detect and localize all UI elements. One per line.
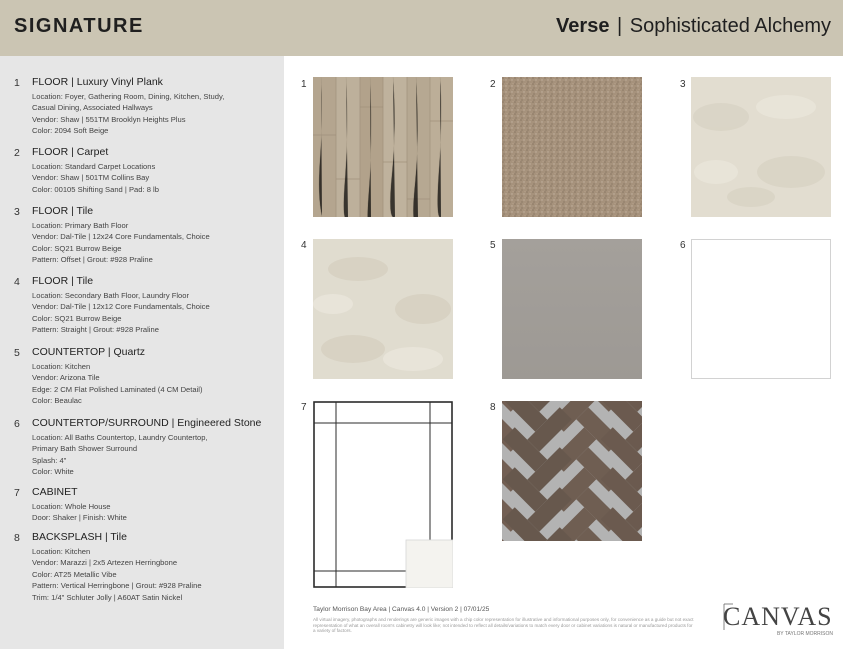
carpet-swatch	[502, 77, 642, 217]
spec-detail-line: Edge: 2 CM Flat Polished Laminated (4 CM Detail)	[32, 384, 203, 394]
brand-title: SIGNATURE	[14, 15, 144, 37]
spec-detail-line: Location: Foyer, Gathering Room, Dining, Kitchen, Study,	[32, 92, 225, 101]
footer-version: Taylor Morrison Bay Area | Canvas 4.0 | Version 2 | 07/01/25	[313, 606, 490, 613]
swatch-number-1: 1	[301, 79, 307, 90]
spec-title: COUNTERTOP/SURROUND | Engineered Stone	[32, 417, 262, 429]
herringbone-backsplash-swatch	[502, 401, 642, 541]
logo-wordmark: CANVAS	[723, 602, 833, 631]
spec-detail-line: Color: 00105 Shifting Sand | Pad: 8 lb	[32, 184, 159, 194]
spec-detail-line: Color: SQ21 Burrow Beige	[32, 313, 122, 323]
spec-number: 1	[14, 77, 20, 89]
spec-title: FLOOR | Tile	[32, 205, 94, 217]
spec-detail-line: Location: Primary Bath Floor	[32, 221, 129, 230]
swatch-number-5: 5	[490, 240, 496, 251]
collection-name: Verse	[556, 15, 610, 37]
spec-details	[32, 432, 278, 478]
page-header	[0, 0, 843, 56]
spec-number: 3	[14, 206, 20, 218]
primary-bath-tile-swatch	[691, 77, 831, 217]
collection-subtitle: Sophisticated Alchemy	[629, 15, 831, 37]
spec-detail-line: Primary Bath Shower Surround	[32, 444, 138, 454]
footer-disclaimer: All virtual imagery, photographs and renderings are generic images with a chip color representation for illustrative and informational purposes only, for convenience as a guide but not exact representation of what an overall room's cabinetry will look like; not intended to reflect all details/variations to match every door or cabinet variations is natural or manufactured products for a variety of factors.	[313, 617, 694, 634]
swatch-number-2: 2	[490, 79, 496, 90]
spec-detail-line: Pattern: Offset | Grout: #928 Praline	[32, 255, 153, 265]
spec-title: FLOOR | Luxury Vinyl Plank	[32, 76, 163, 88]
spec-detail-line: Location: Whole House	[32, 502, 111, 511]
spec-number: 7	[14, 487, 20, 499]
spec-details	[32, 91, 278, 137]
spec-title: COUNTERTOP | Quartz	[32, 346, 146, 358]
spec-number: 8	[14, 532, 20, 544]
spec-detail-line: Casual Dining, Associated Hallways	[32, 103, 153, 113]
spec-title: BACKSPLASH | Tile	[32, 531, 127, 543]
spec-number: 4	[14, 276, 20, 288]
swatch-number-4: 4	[301, 240, 307, 251]
spec-detail-line: Vendor: Shaw | 551TM Brooklyn Heights Plus	[32, 114, 186, 124]
shaker-cabinet-swatch	[313, 401, 453, 588]
spec-details	[32, 290, 278, 336]
spec-detail-line: Location: Secondary Bath Floor, Laundry Floor	[32, 291, 190, 300]
canvas-logo	[723, 600, 835, 640]
spec-detail-line: Location: Standard Carpet Locations	[32, 162, 156, 171]
secondary-bath-tile-swatch	[313, 239, 453, 379]
spec-detail-line: Location: Kitchen	[32, 362, 91, 371]
spec-detail-line: Door: Shaker | Finish: White	[32, 513, 127, 523]
swatch-number-3: 3	[680, 79, 686, 90]
collection-separator: |	[617, 15, 623, 37]
spec-number: 2	[14, 147, 20, 159]
spec-title: FLOOR | Carpet	[32, 146, 109, 158]
spec-detail-line: Location: All Baths Countertop, Laundry Countertop,	[32, 433, 208, 442]
spec-detail-line: Color: Beaulac	[32, 396, 82, 406]
spec-detail-line: Pattern: Straight | Grout: #928 Praline	[32, 325, 159, 335]
spec-detail-line: Pattern: Vertical Herringbone | Grout: #928 Praline	[32, 581, 202, 591]
swatch-number-7: 7	[301, 402, 307, 413]
spec-detail-line: Vendor: Arizona Tile	[32, 373, 100, 383]
spec-details	[32, 161, 278, 195]
spec-detail-line: Color: 2094 Soft Beige	[32, 126, 109, 136]
spec-details	[32, 546, 278, 603]
quartz-countertop-swatch	[502, 239, 642, 379]
engineered-stone-swatch	[691, 239, 831, 379]
spec-detail-line: Splash: 4"	[32, 455, 67, 465]
logo-byline: BY TAYLOR MORRISON	[776, 631, 833, 637]
spec-number: 5	[14, 347, 20, 359]
spec-detail-line: Vendor: Shaw | 501TM Collins Bay	[32, 173, 150, 183]
swatch-number-8: 8	[490, 402, 496, 413]
spec-detail-line: Vendor: Dal-Tile | 12x12 Core Fundamentals, Choice	[32, 302, 210, 312]
collection-title	[556, 15, 831, 38]
spec-detail-line: Color: AT25 Metallic Vibe	[32, 569, 117, 579]
spec-detail-line: Location: Kitchen	[32, 547, 91, 556]
spec-title: FLOOR | Tile	[32, 275, 94, 287]
spec-details	[32, 501, 278, 524]
spec-detail-line: Vendor: Marazzi | 2x5 Artezen Herringbone	[32, 558, 178, 568]
spec-title: CABINET	[32, 486, 78, 498]
lvp-plank-swatch	[313, 77, 453, 217]
spec-detail-line: Color: White	[32, 467, 74, 477]
spec-detail-line: Vendor: Dal-Tile | 12x24 Core Fundamentals, Choice	[32, 232, 210, 242]
swatch-number-6: 6	[680, 240, 686, 251]
spec-detail-line: Trim: 1/4" Schluter Jolly | A60AT Satin Nickel	[32, 592, 183, 602]
spec-details	[32, 361, 278, 407]
spec-detail-line: Color: SQ21 Burrow Beige	[32, 243, 122, 253]
spec-number: 6	[14, 418, 20, 430]
spec-details	[32, 220, 278, 266]
